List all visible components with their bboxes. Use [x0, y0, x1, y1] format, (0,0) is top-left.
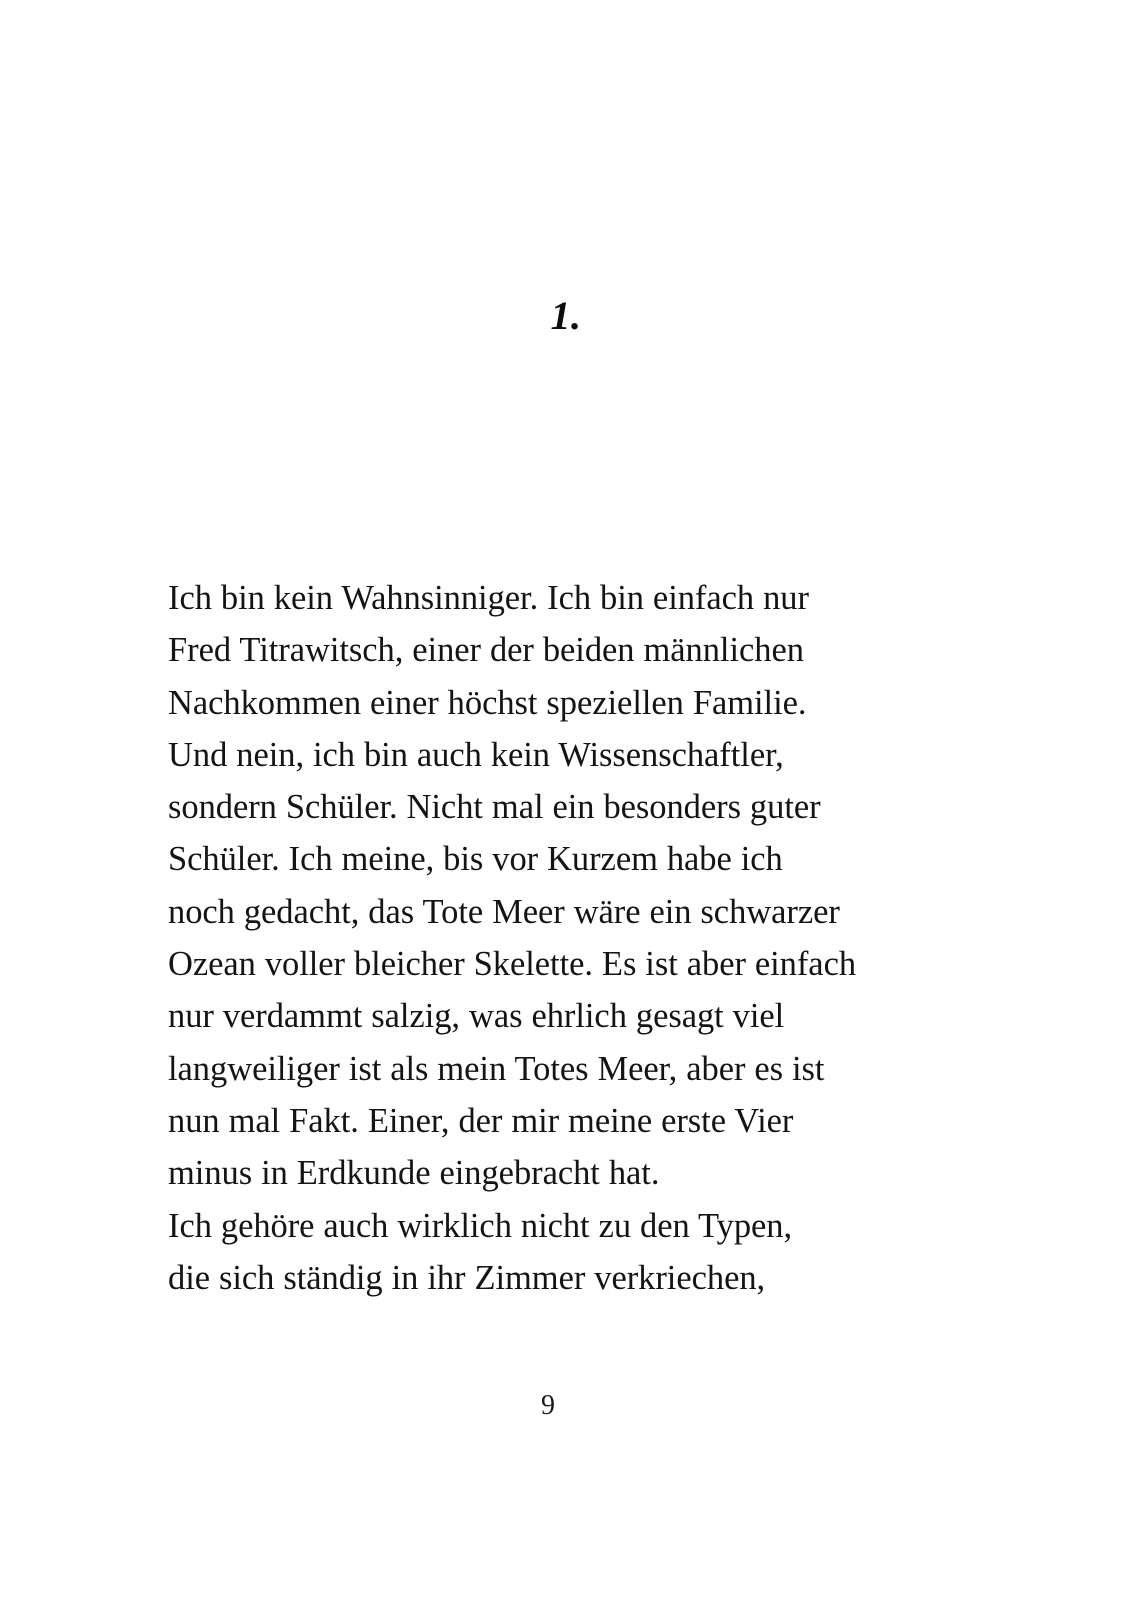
- text-line: noch gedacht, das Tote Meer wäre ein schwarzer: [168, 892, 840, 931]
- paragraph-2: [168, 1200, 928, 1305]
- body-text-block: [168, 572, 928, 1304]
- text-line: langweiliger ist als mein Totes Meer, aber es ist: [168, 1049, 825, 1088]
- text-line: Und nein, ich bin auch kein Wissenschaftler,: [168, 735, 784, 774]
- page-number: 9: [541, 1390, 555, 1421]
- text-line: Schüler. Ich meine, bis vor Kurzem habe ich: [168, 840, 783, 879]
- text-line: Fred Titrawitsch, einer der beiden männlichen: [168, 631, 804, 670]
- text-line: die sich ständig in ihr Zimmer verkriechen,: [168, 1258, 766, 1297]
- text-line: Nachkommen einer höchst speziellen Familie.: [168, 683, 807, 722]
- text-line: Ozean voller bleicher Skelette. Es ist aber einfach: [168, 945, 857, 984]
- text-line: minus in Erdkunde eingebracht hat.: [168, 1154, 660, 1193]
- text-line: Ich gehöre auch wirklich nicht zu den Typen,: [168, 1206, 793, 1245]
- text-line: Ich bin kein Wahnsinniger. Ich bin einfach nur: [168, 579, 809, 617]
- paragraph-1: [168, 572, 928, 1200]
- chapter-number: 1.: [550, 293, 582, 338]
- text-line: sondern Schüler. Nicht mal ein besonders guter: [168, 788, 821, 827]
- text-line: nur verdammt salzig, was ehrlich gesagt viel: [168, 997, 785, 1036]
- text-line: nun mal Fakt. Einer, der mir meine erste Vier: [168, 1101, 794, 1140]
